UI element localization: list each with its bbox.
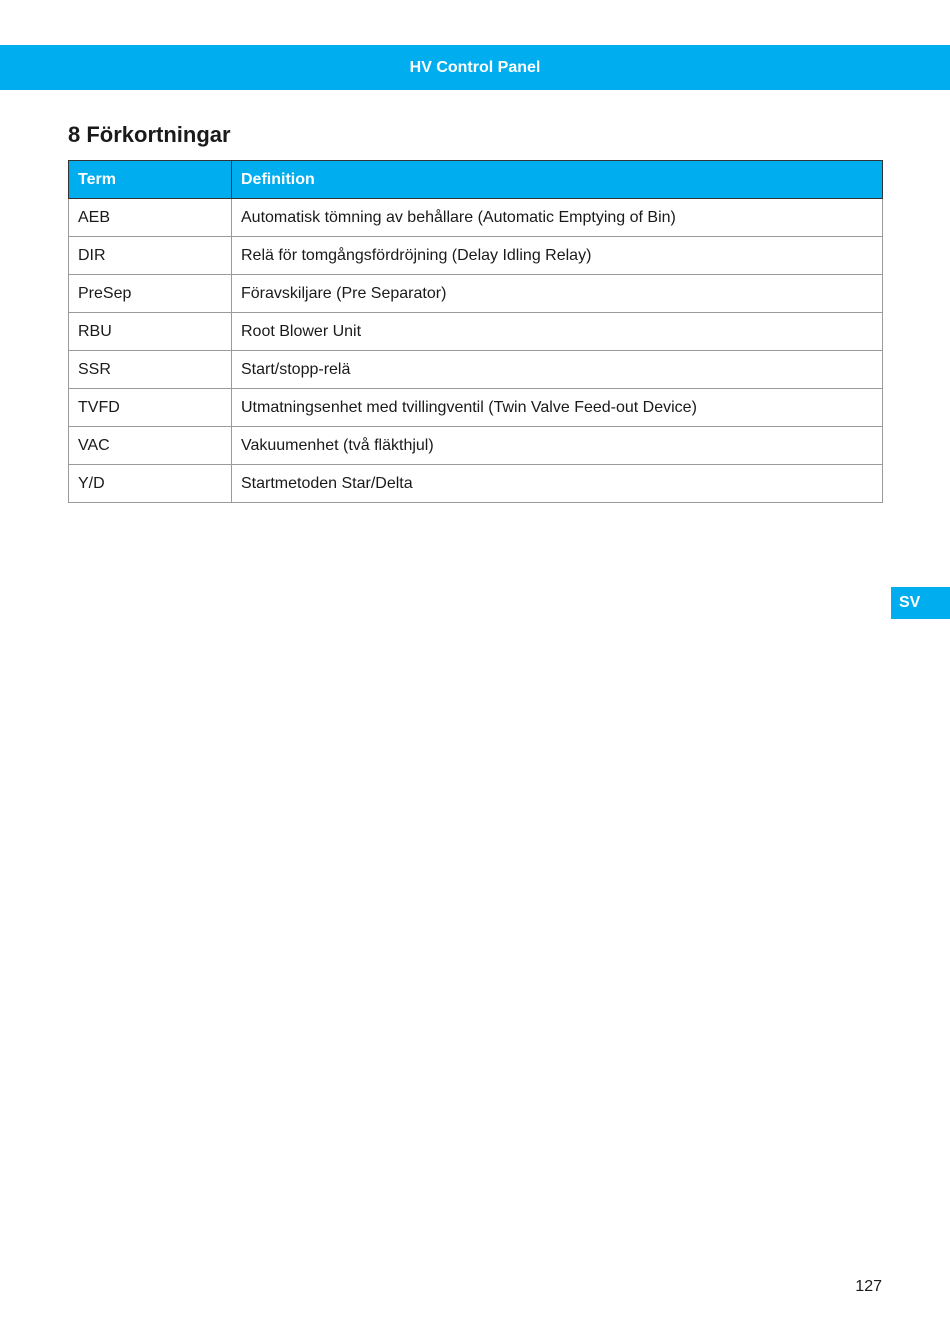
term-cell: TVFD xyxy=(69,389,232,427)
table-row xyxy=(69,465,883,503)
definition-cell: Root Blower Unit xyxy=(232,313,883,351)
definition-cell: Start/stopp-relä xyxy=(232,351,883,389)
term-cell: VAC xyxy=(69,427,232,465)
header-band xyxy=(0,45,950,90)
column-header-definition: Definition xyxy=(232,161,883,199)
table-row xyxy=(69,313,883,351)
definition-cell: Utmatningsenhet med tvillingventil (Twin Valve Feed-out Device) xyxy=(232,389,883,427)
definition-cell: Relä för tomgångsfördröjning (Delay Idling Relay) xyxy=(232,237,883,275)
table-row xyxy=(69,237,883,275)
column-header-term: Term xyxy=(69,161,232,199)
term-cell: RBU xyxy=(69,313,232,351)
term-cell: PreSep xyxy=(69,275,232,313)
table-row xyxy=(69,389,883,427)
term-cell: AEB xyxy=(69,199,232,237)
section-title: 8 Förkortningar xyxy=(68,122,231,147)
table-row xyxy=(69,199,883,237)
term-cell: SSR xyxy=(69,351,232,389)
term-cell: Y/D xyxy=(69,465,232,503)
definition-cell: Automatisk tömning av behållare (Automatic Emptying of Bin) xyxy=(232,199,883,237)
definition-cell: Föravskiljare (Pre Separator) xyxy=(232,275,883,313)
header-title: HV Control Panel xyxy=(409,58,541,76)
table-header-row xyxy=(69,161,883,199)
language-tab-label: SV xyxy=(899,594,921,611)
abbreviations-table xyxy=(68,160,883,503)
term-cell: DIR xyxy=(69,237,232,275)
definition-cell: Vakuumenhet (två fläkthjul) xyxy=(232,427,883,465)
table-row xyxy=(69,275,883,313)
definition-cell: Startmetoden Star/Delta xyxy=(232,465,883,503)
page-number: 127 xyxy=(855,1278,882,1295)
language-tab xyxy=(891,587,950,619)
table-row xyxy=(69,351,883,389)
table-row xyxy=(69,427,883,465)
